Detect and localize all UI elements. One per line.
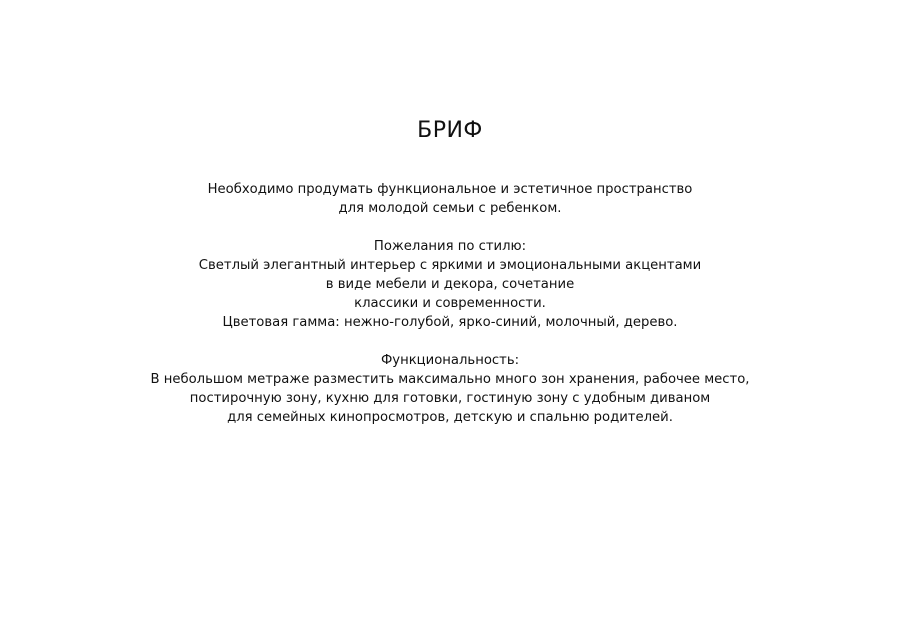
brief-body xyxy=(0,180,900,427)
page-title: БРИФ xyxy=(417,118,483,143)
functionality-section xyxy=(0,351,900,427)
functionality-heading: Функциональность: xyxy=(380,353,520,368)
functionality-line: постирочную зону, кухню для готовки, гостиную зону с удобным диваном xyxy=(189,391,711,406)
style-line: Светлый элегантный интерьер с яркими и эмоциональными акцентами xyxy=(198,258,702,273)
style-heading: Пожелания по стилю: xyxy=(373,239,527,254)
paragraph-spacer xyxy=(0,218,900,237)
style-line: Цветовая гамма: нежно-голубой, ярко-синий, молочный, дерево. xyxy=(222,315,678,330)
intro-line: для молодой семьи с ребенком. xyxy=(338,201,562,216)
style-section xyxy=(0,237,900,332)
paragraph-spacer xyxy=(0,332,900,351)
style-line: классики и современности. xyxy=(354,296,546,311)
intro-paragraph xyxy=(0,180,900,218)
functionality-line: для семейных кинопросмотров, детскую и спальню родителей. xyxy=(227,410,673,425)
intro-line: Необходимо продумать функциональное и эстетичное пространство xyxy=(207,182,693,197)
style-line: в виде мебели и декора, сочетание xyxy=(325,277,575,292)
functionality-line: В небольшом метраже разместить максимально много зон хранения, рабочее место, xyxy=(150,372,750,387)
